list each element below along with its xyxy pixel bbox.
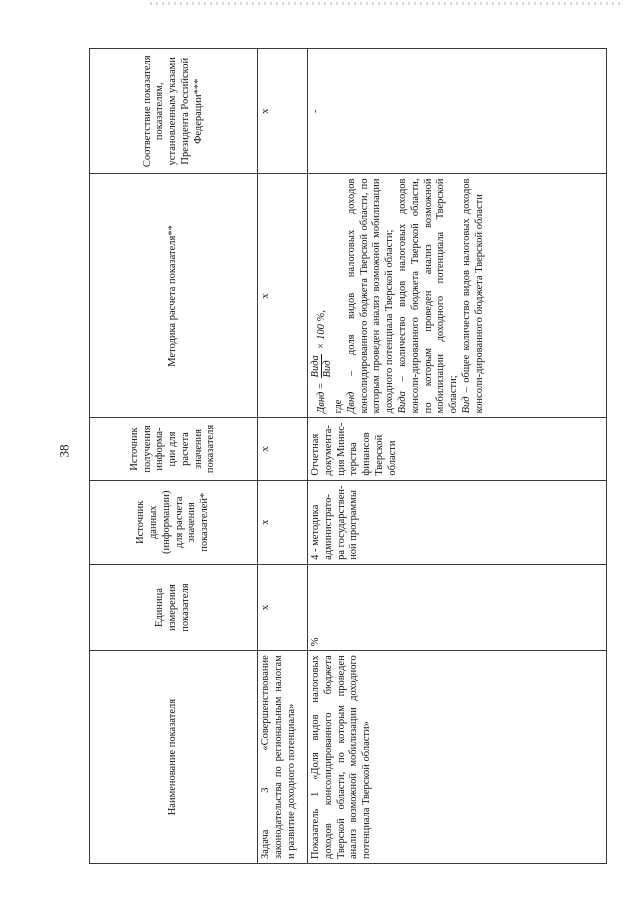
header-compliance: Соответствие показателя показателям, установленным указами Президента Российской Федерации*** [90, 49, 258, 175]
task-info-source-cell: х [258, 418, 308, 480]
table-header-row [90, 49, 258, 864]
indicator-row [308, 49, 607, 864]
indicator-table [89, 48, 607, 864]
header-data-source: Источник данных (информации) для расчета значения показателей* [90, 480, 258, 564]
formula-tail: × 100 %, [315, 310, 327, 350]
rotated-page [89, 48, 607, 864]
indicator-unit-cell: % [308, 564, 607, 650]
header-info-source: Источник получения информа-ции для расчета значения показателя [90, 418, 258, 480]
definition-text: – общее количество видов налоговых доходов консоли-дированного бюджета Тверской области [460, 178, 485, 414]
header-indicator-name: Наименование показателя [90, 651, 258, 864]
definition-analyzed-count [397, 179, 461, 414]
definition-symbol: Вид [460, 396, 472, 414]
formula-where: где [333, 399, 344, 414]
task-method-cell: х [258, 174, 308, 418]
definition-text: – доля видов налоговых доходов консолидированного бюджета Тверской области, по которым проведен анализ возможной мобилизации доходного потенциала Тверской области; [345, 178, 396, 414]
scan-noise [150, 2, 620, 5]
task-row [258, 49, 308, 864]
definition-text: – количество видов налоговых доходов консоли-дированного бюджета Тверской области, по которым проведен анализ возможной мобилизации доходного потенциала Тверской области; [396, 178, 460, 414]
task-compliance-cell: х [258, 49, 308, 175]
definition-symbol: Двнд [345, 391, 357, 414]
task-data-source-cell: х [258, 480, 308, 564]
formula-equals: = [315, 383, 327, 389]
indicator-compliance-cell: - [308, 49, 607, 175]
page-number: 38 [56, 444, 72, 458]
definition-symbol: Вида [396, 391, 408, 414]
formula-lhs: Двнд [315, 391, 327, 414]
indicator-method-cell [308, 174, 607, 418]
definition-share [346, 179, 397, 414]
task-unit-cell: х [258, 564, 308, 650]
indicator-data-source-cell: 4 - методика администрато-ра государствен-ной программы [308, 480, 607, 564]
formula-denominator: Вид [322, 360, 333, 378]
indicator-info-source-cell: Отчетная документа-ция Минис-терства финансов Тверской области [308, 418, 607, 480]
header-calculation-method: Методика расчета показателя** [90, 174, 258, 418]
indicator-name-cell: Показатель 1 «Доля видов налоговых доходов консолидированного бюджета Тверской области, по которым проведен анализ возможной мобилизации доходного потенциала Тверской области» [308, 651, 607, 864]
header-unit: Единица измерения показателя [90, 564, 258, 650]
formula-numerator: Вида [310, 355, 321, 378]
formula [310, 179, 333, 414]
definition-total-count [461, 179, 487, 414]
task-name-cell: Задача 3 «Совершенствование законодательства по региональным налогам и развитие доходного потенциала» [258, 651, 308, 864]
formula-fraction [310, 354, 333, 378]
